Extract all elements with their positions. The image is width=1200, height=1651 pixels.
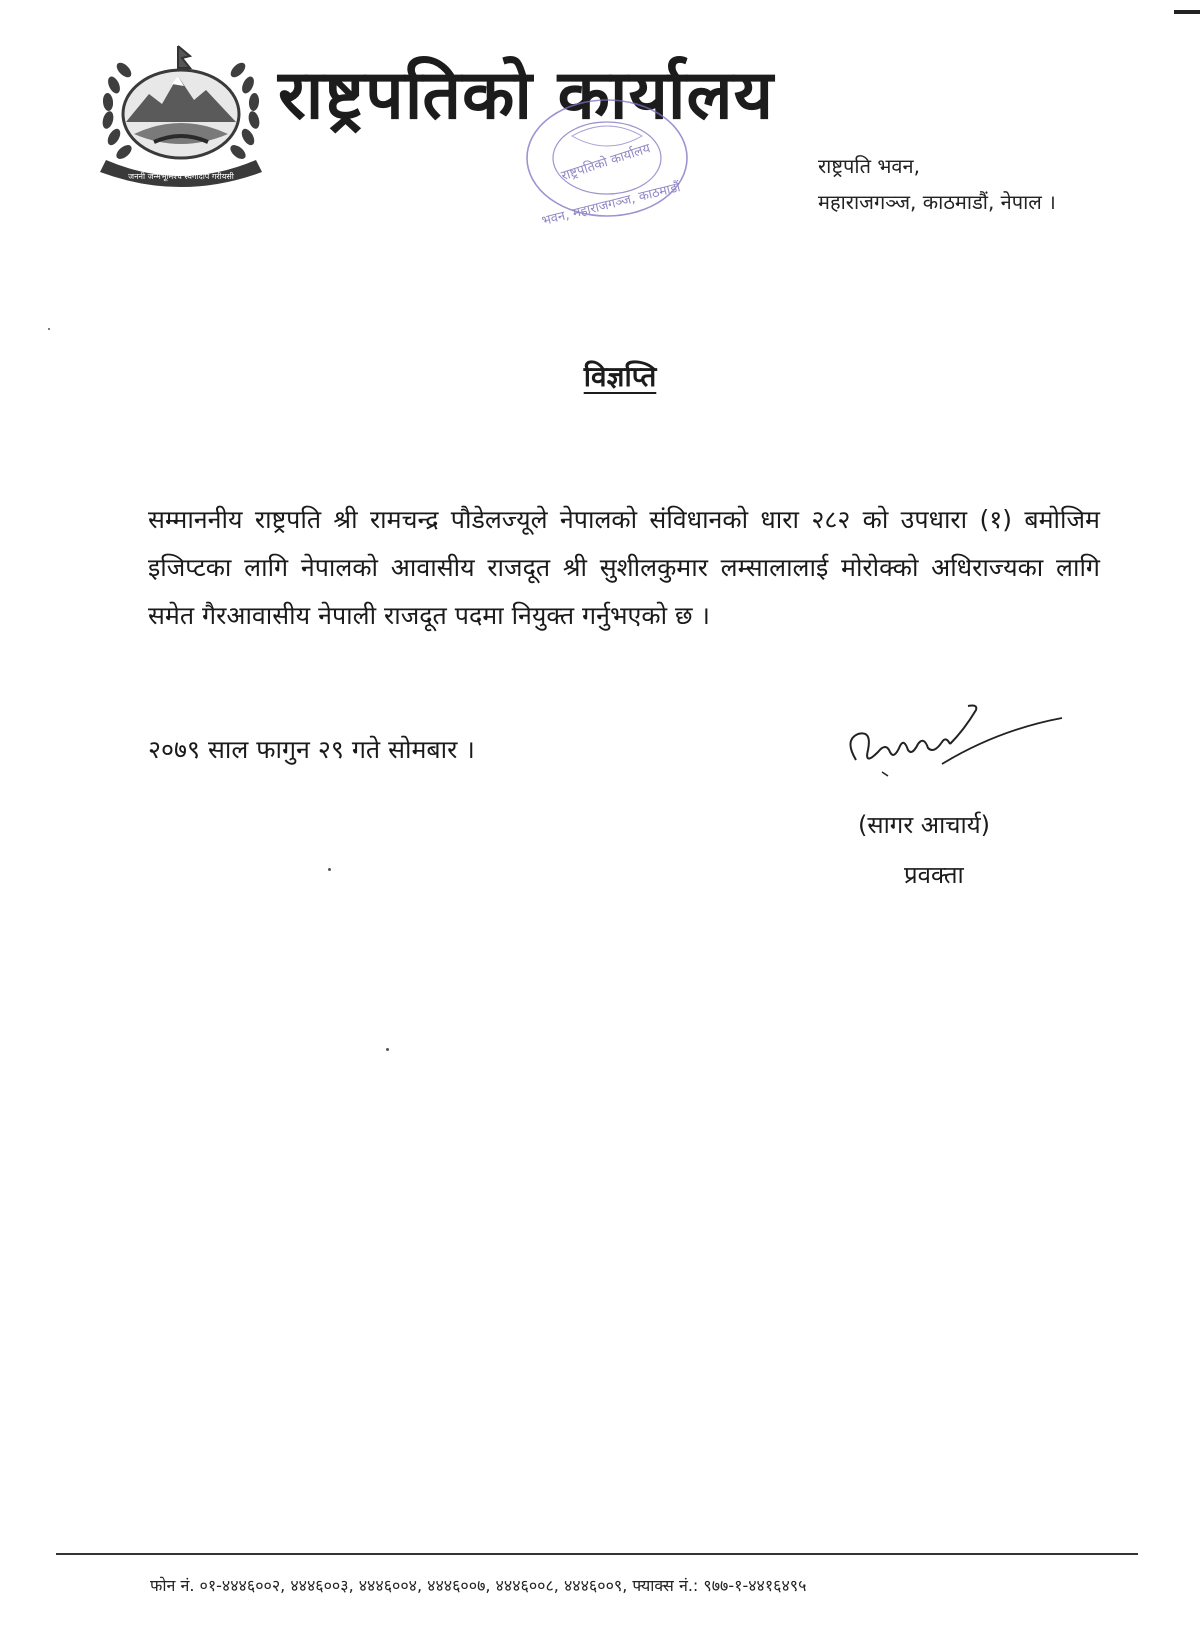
notice-body: सम्माननीय राष्ट्रपति श्री रामचन्द्र पौडेलज्यूले नेपालको संविधानको धारा २८२ को उपधारा (१) बमोजिम इजिप्टका लागि नेपालको आवासीय राजदूत श्री सुशीलकुमार लम्सालालाई मोरोक्को अधिराज्यका लागि समेत गैरआवासीय नेपाली राजदूत पदमा नियुक्त गर्नुभएको छ । bbox=[148, 505, 1100, 630]
footer-divider bbox=[56, 1553, 1138, 1555]
scan-corner-mark bbox=[1174, 10, 1200, 14]
svg-text:राष्ट्रपतिको कार्यालय: राष्ट्रपतिको कार्यालय bbox=[559, 141, 653, 185]
svg-text:जननी जन्मभूमिश्च स्वर्गादपि गर: जननी जन्मभूमिश्च स्वर्गादपि गरीयसी bbox=[128, 172, 234, 181]
svg-text:भवन, महाराजगञ्ज, काठमाडौं: भवन, महाराजगञ्ज, काठमाडौं bbox=[540, 180, 683, 230]
scan-speck bbox=[48, 328, 50, 330]
signatory-name: (सागर आचार्य) bbox=[858, 811, 991, 839]
office-stamp-icon bbox=[512, 96, 702, 236]
scan-speck bbox=[386, 1048, 389, 1051]
scan-speck bbox=[328, 868, 331, 871]
address-line-2: महाराजगञ्ज, काठमाडौं, नेपाल । bbox=[818, 190, 1056, 214]
notice-date: २०७९ साल फागुन २९ गते सोमबार । bbox=[148, 735, 475, 764]
national-emblem-icon bbox=[94, 42, 268, 192]
footer-contact: फोन नं. ०१-४४४६००२, ४४४६००३, ४४४६००४, ४४४६००७, ४४४६००८, ४४४६००९, फ्याक्स नं.: ९७७-१-४४१६४९५ bbox=[150, 1576, 807, 1595]
office-address bbox=[818, 148, 1056, 220]
address-line-1: राष्ट्रपति भवन, bbox=[818, 154, 920, 178]
notice-title: विज्ञप्ति bbox=[583, 360, 657, 393]
signatory-role: प्रवक्ता bbox=[904, 861, 964, 889]
handwritten-signature-icon bbox=[838, 690, 1068, 790]
office-title: राष्ट्रपतिको कार्यालय bbox=[278, 56, 775, 135]
